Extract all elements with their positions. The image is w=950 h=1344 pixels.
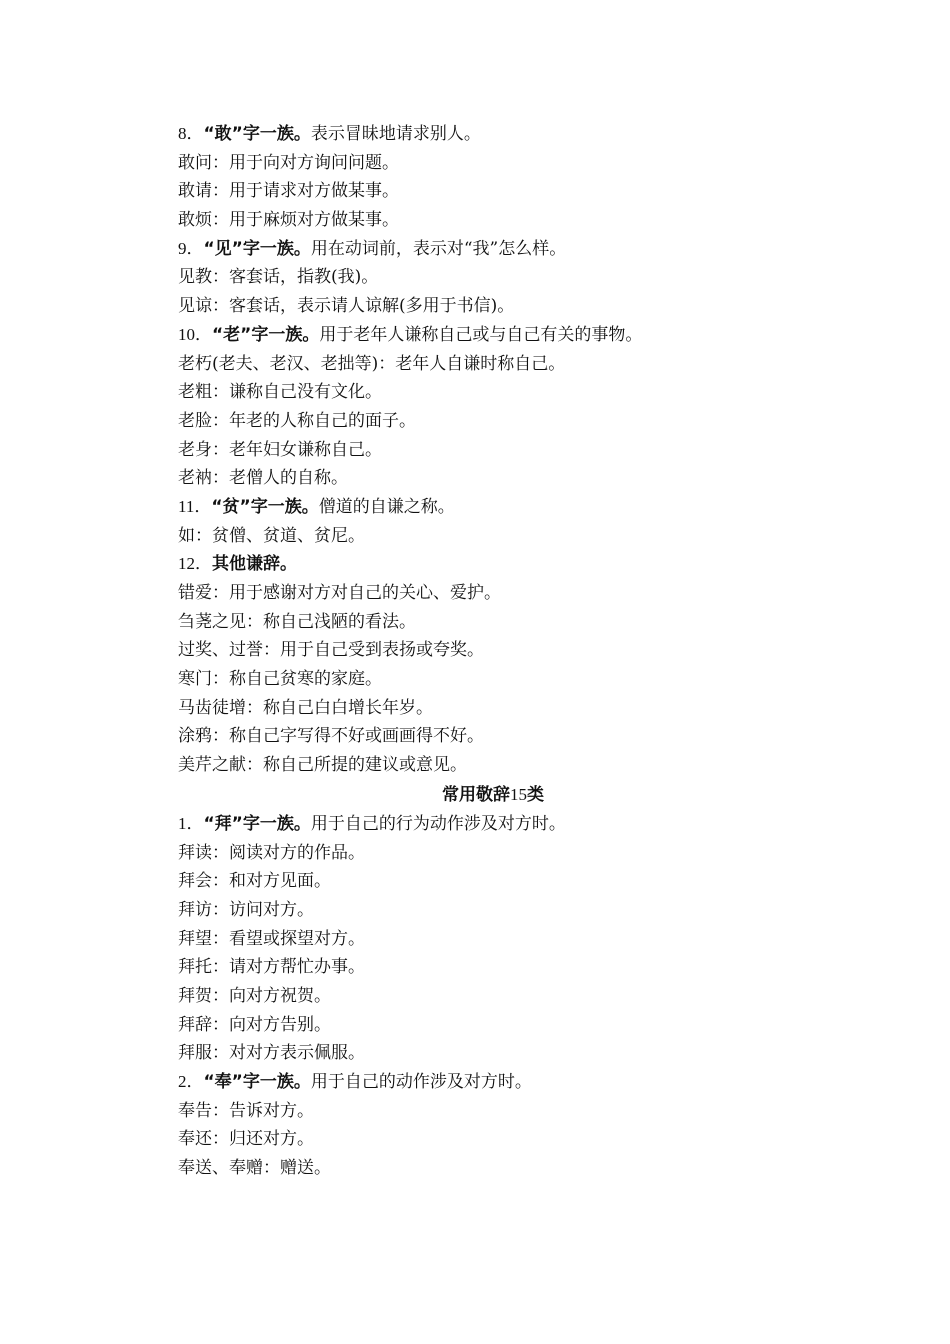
list-item: 涂鸦：称自己字写得不好或画画得不好。	[178, 726, 484, 747]
heading-number: 9．	[178, 238, 204, 258]
list-item: 寒门：称自己贫寒的家庭。	[178, 669, 382, 690]
heading-description: 表示冒昧地请求别人。	[310, 124, 481, 144]
list-heading	[178, 321, 778, 350]
list-item: 拜访：访问对方。	[178, 899, 314, 920]
heading-title: “见”字一族。	[203, 238, 311, 259]
list-item: 刍荛之见：称自己浅陋的看法。	[178, 611, 416, 632]
list-item: 见谅：客套话，表示请人谅解(多用于书信)。	[178, 296, 515, 317]
heading-description: 用在动词前，表示对“我”怎么样。	[310, 238, 567, 259]
list-item: 拜托：请对方帮忙办事。	[178, 957, 365, 978]
list-heading	[178, 810, 778, 839]
list-item: 敢请：用于请求对方做某事。	[178, 181, 399, 202]
heading-number: 2．	[178, 1072, 204, 1091]
heading-number: 12．	[178, 554, 212, 574]
section-title	[178, 780, 808, 810]
list-item: 拜望：看望或探望对方。	[178, 928, 365, 949]
list-item: 奉送、奉赠：赠送。	[178, 1158, 331, 1179]
section-title-number: 15	[510, 784, 527, 804]
heading-title: “拜”字一族。	[203, 813, 311, 834]
list-item: 老朽(老夫、老汉、老拙等)：老年人自谦时称自己。	[178, 353, 566, 374]
list-item: 拜贺：向对方祝贺。	[178, 985, 331, 1006]
heading-description: 用于自己的动作涉及对方时。	[310, 1072, 532, 1092]
list-item: 错爱：用于感谢对方对自己的关心、爱护。	[178, 583, 501, 603]
heading-description: 用于自己的行为动作涉及对方时。	[310, 813, 566, 834]
heading-title: “老”字一族。	[212, 324, 320, 345]
list-heading	[178, 235, 778, 264]
list-item: 美芹之献：称自己所提的建议或意见。	[178, 755, 467, 776]
list-heading	[178, 1068, 778, 1097]
heading-title: “奉”字一族。	[203, 1072, 311, 1092]
list-item: 老衲：老僧人的自称。	[178, 468, 348, 489]
list-item: 拜读：阅读对方的作品。	[178, 842, 365, 863]
heading-number: 1．	[178, 813, 204, 833]
heading-number: 11．	[178, 496, 212, 516]
list-item: 拜会：和对方见面。	[178, 871, 331, 892]
list-item: 拜服：对对方表示佩服。	[178, 1043, 365, 1064]
list-item: 奉告：告诉对方。	[178, 1100, 314, 1121]
list-item: 敢问：用于向对方询问问题。	[178, 152, 399, 173]
list-item: 见教：客套话，指教(我)。	[178, 267, 379, 288]
list-item: 过奖、过誉：用于自己受到表扬或夸奖。	[178, 640, 484, 661]
heading-title: “敢”字一族。	[203, 124, 311, 144]
list-item: 老身：老年妇女谦称自己。	[178, 439, 382, 460]
list-item: 奉还：归还对方。	[178, 1129, 314, 1150]
heading-number: 10．	[178, 324, 212, 344]
heading-description: 僧道的自谦之称。	[318, 496, 455, 517]
list-heading	[178, 493, 778, 522]
heading-title: “贫”字一族。	[211, 496, 319, 517]
section-title-text: 常用敬辞	[442, 784, 510, 805]
list-heading	[178, 120, 778, 149]
heading-number: 8．	[178, 124, 204, 143]
list-item: 老脸：年老的人称自己的面子。	[178, 410, 416, 431]
list-item: 老粗：谦称自己没有文化。	[178, 382, 382, 403]
list-heading	[178, 550, 778, 579]
list-item: 敢烦：用于麻烦对方做某事。	[178, 210, 399, 231]
list-item: 马齿徒增：称自己白白增长年岁。	[178, 697, 433, 718]
document-body	[178, 120, 778, 1183]
list-item: 拜辞：向对方告别。	[178, 1014, 331, 1035]
heading-description: 用于老年人谦称自己或与自己有关的事物。	[319, 324, 643, 345]
list-item: 如：贫僧、贫道、贫尼。	[178, 525, 365, 546]
heading-title: 其他谦辞。	[212, 554, 297, 575]
section-title-suffix: 类	[527, 784, 544, 805]
